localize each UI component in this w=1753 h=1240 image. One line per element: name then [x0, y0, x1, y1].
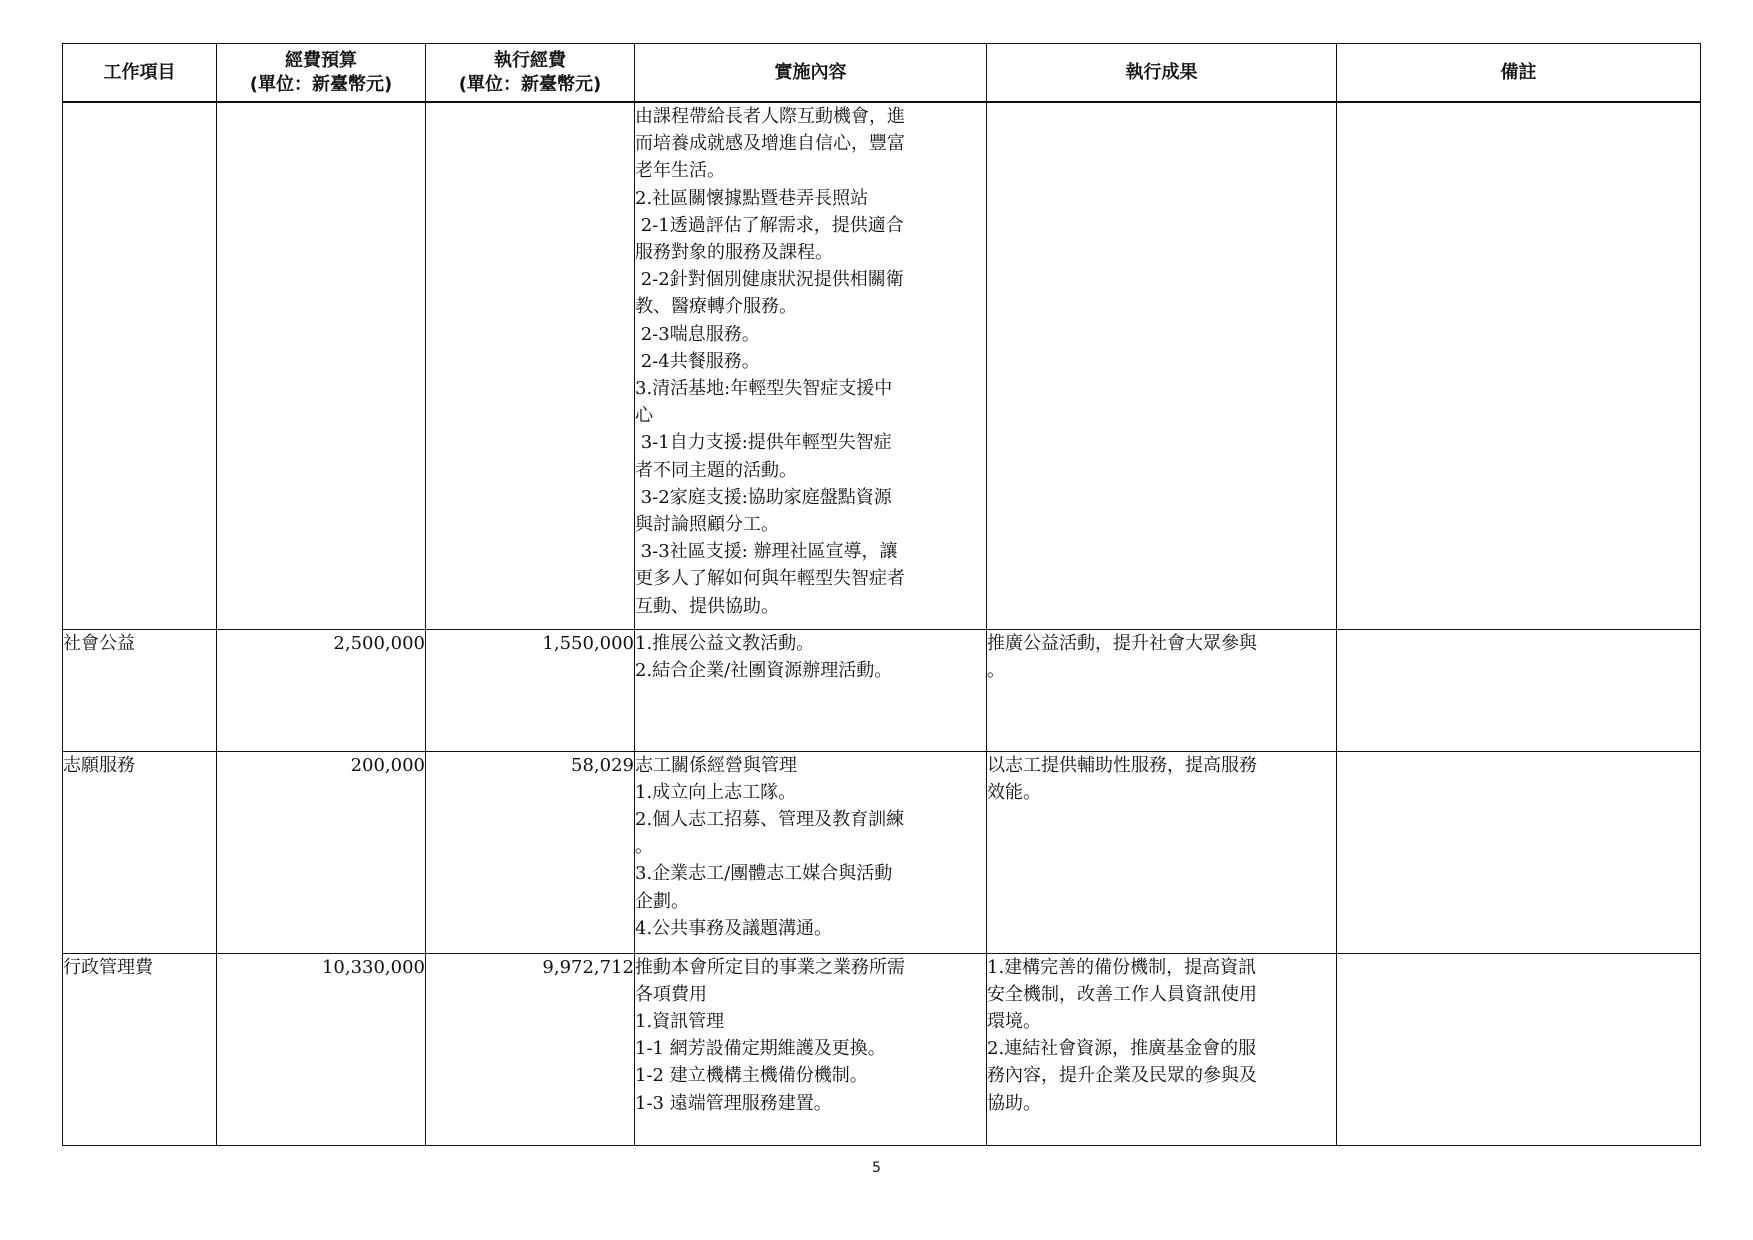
cell-note	[1337, 102, 1701, 629]
cell-item	[63, 102, 217, 629]
header-spent	[426, 44, 635, 103]
cell-spent: 9,972,712	[426, 953, 635, 1145]
cell-spent	[426, 102, 635, 629]
cell-spent: 58,029	[426, 751, 635, 953]
header-budget	[217, 44, 426, 103]
expense-report-table	[62, 43, 1701, 1146]
cell-budget: 2,500,000	[217, 629, 426, 751]
cell-note	[1337, 751, 1701, 953]
cell-result	[987, 102, 1337, 629]
header-item: 工作項目	[63, 44, 217, 103]
cell-content: 由課程帶給長者人際互動機會，進 而培養成就感及增進自信心，豐富 老年生活。 2.社區關懷據點暨巷弄長照站 2-1透過評估了解需求，提供適合 服務對象的服務及課程。 2-2針對個別健康狀況提供相關衛 教、醫療轉介服務。 2-3喘息服務。 2-4共餐服務。 3.清活基地:年輕型失智症支援中 心 3-1自力支援:提供年輕型失智症 者不同主題的活動。 3-2家庭支援:協助家庭盤點資源 與討論照顧分工。 3-3社區支援: 辦理社區宣導，讓 更多人了解如何與年輕型失智症者 互動、提供協助。	[635, 102, 987, 629]
cell-item: 社會公益	[63, 629, 217, 751]
header-content: 實施內容	[635, 44, 987, 103]
cell-budget	[217, 102, 426, 629]
cell-item: 行政管理費	[63, 953, 217, 1145]
table-row	[63, 102, 1701, 629]
header-spent-title: 執行經費	[494, 49, 566, 71]
header-budget-title: 經費預算	[285, 49, 357, 71]
header-spent-unit: (單位：新臺幣元)	[458, 73, 602, 95]
cell-budget: 10,330,000	[217, 953, 426, 1145]
cell-result: 1.建構完善的備份機制，提高資訊 安全機制，改善工作人員資訊使用 環境。 2.連結社會資源，推廣基金會的服 務內容，提升企業及民眾的參與及 協助。	[987, 953, 1337, 1145]
cell-content: 推動本會所定目的事業之業務所需 各項費用 1.資訊管理 1-1 網芳設備定期維護及更換。 1-2 建立機構主機備份機制。 1-3 遠端管理服務建置。	[635, 953, 987, 1145]
table-row	[63, 953, 1701, 1145]
cell-spent: 1,550,000	[426, 629, 635, 751]
header-result: 執行成果	[987, 44, 1337, 103]
cell-item: 志願服務	[63, 751, 217, 953]
header-note: 備註	[1337, 44, 1701, 103]
cell-content: 1.推展公益文教活動。 2.結合企業/社團資源辦理活動。	[635, 629, 987, 751]
cell-content: 志工關係經營與管理 1.成立向上志工隊。 2.個人志工招募、管理及教育訓練 。 3.企業志工/團體志工媒合與活動 企劃。 4.公共事務及議題溝通。	[635, 751, 987, 953]
cell-budget: 200,000	[217, 751, 426, 953]
header-budget-unit: (單位：新臺幣元)	[249, 73, 393, 95]
cell-result: 以志工提供輔助性服務，提高服務 效能。	[987, 751, 1337, 953]
table-row	[63, 751, 1701, 953]
cell-note	[1337, 629, 1701, 751]
table-row	[63, 629, 1701, 751]
cell-result: 推廣公益活動，提升社會大眾參與 。	[987, 629, 1337, 751]
table-header-row	[63, 44, 1701, 103]
cell-note	[1337, 953, 1701, 1145]
page-number: 5	[872, 1160, 881, 1176]
